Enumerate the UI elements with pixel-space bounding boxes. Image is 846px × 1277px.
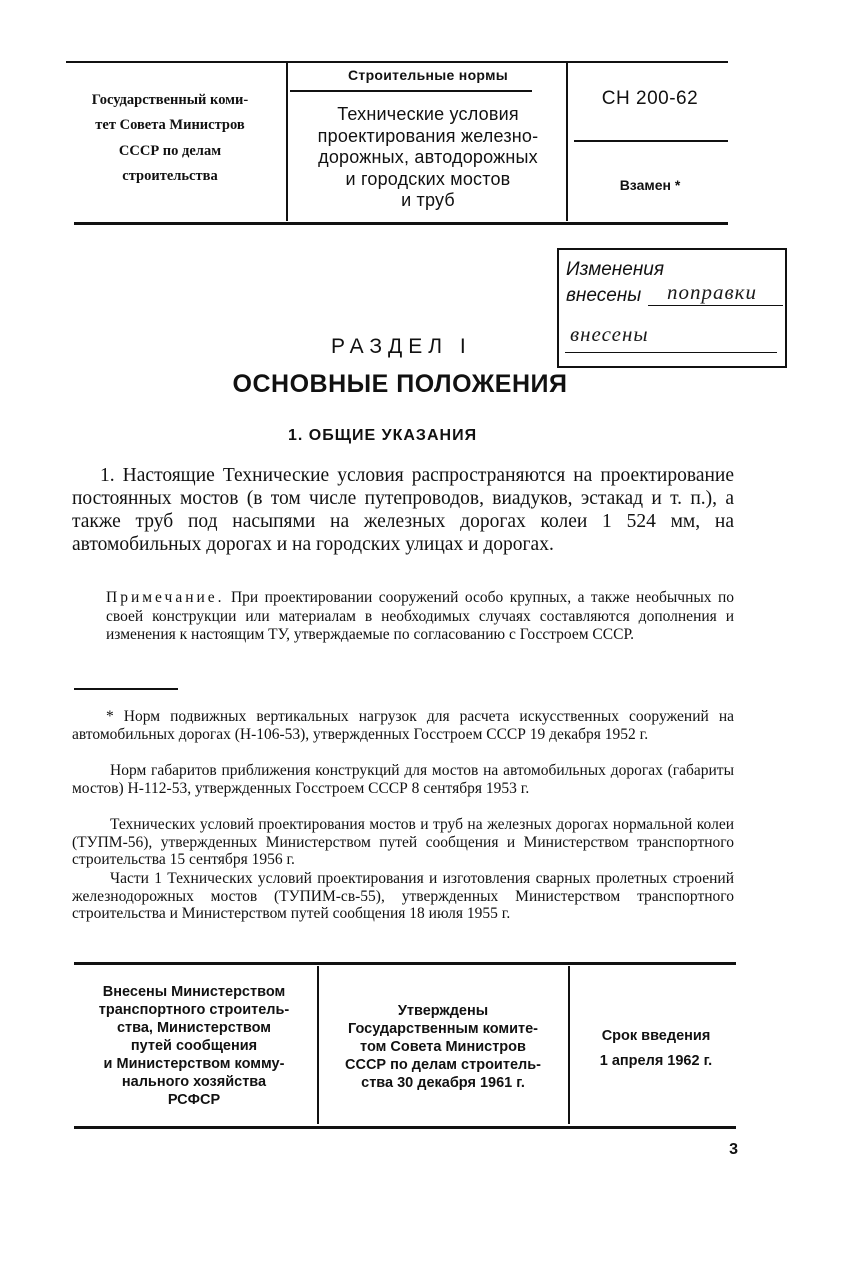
effective-label: Срок введения [601,1028,711,1044]
approved-by: Утверждены Государственным комите- том Совета Министров СССР по делам строитель- ства 30 декабря 1961 г. [345,1003,541,1091]
header-divider-left [286,63,288,221]
stamp-line-1: Изменения [566,259,664,280]
subsection-title: 1. ОБЩИЕ УКАЗАНИЯ [288,427,478,444]
page-number: 3 [729,1141,738,1158]
introduced-by: Внесены Министерством транспортного строитель- ства, Министерством путей сообщения и Министерством комму- нального хозяйства РСФСР [98,984,290,1108]
stamp-fill-line-2 [565,352,777,353]
bottom-table-divider-2 [568,966,570,1124]
stamp-line-2: внесены [566,285,642,306]
bottom-table-divider-1 [317,966,319,1124]
norms-label: Строительные нормы [348,67,508,83]
paragraph-1 [72,464,734,556]
section-title-text: ОСНОВНЫЕ ПОЛОЖЕНИЯ [232,370,568,398]
effective-date-cell [576,1024,736,1074]
paragraph-1-text: 1. Настоящие Технические условия распространяются на проектирование постоянных мостов (в том числе путепроводов, виадуков, эстакад и т. п.), а также труб под насыпями на железных дорогах колеи 1 524 мм, на автомобильных дорогах и на городских улицах и дорогах. [72,465,734,555]
stamp-fill-line-1 [648,305,783,306]
header-bottom-rule [74,222,728,225]
norms-underline [290,90,532,92]
note [106,589,734,645]
footnote-1: * Норм подвижных вертикальных нагрузок для расчета искусственных сооружений на автомобильных дорогах (Н-106-53), утвержденных Госстроем СССР 19 декабря 1952 г. [72,708,734,743]
document-title: Технические условия проектирования железно- дорожных, автодорожных и городских мостов и труб [317,104,539,211]
footnote-3: Технических условий проектирования мостов и труб на железных дорогах нормальной колеи (ТУПМ-56), утвержденных Министерством путей сообщения и Министерством транспортного строительства 15 сентября 1956 г. [72,816,734,868]
effective-date: 1 апреля 1962 г. [599,1053,713,1069]
header-divider-right [566,63,568,221]
bottom-table-top-rule [74,962,736,965]
stamp-handwritten-2: внесены [570,322,649,346]
footnote-rule [74,688,178,690]
bottom-table-bottom-rule [74,1126,736,1129]
footnote-2: Норм габаритов приближения конструкций для мостов на автомобильных дорогах (габариты мостов) Н-112-53, утвержденных Госстроем СССР 8 сентября 1953 г. [72,762,734,797]
code-underline [574,140,728,142]
note-text: При проектировании сооружений особо крупных, а также необычных по своей конструкции или материалам в необходимых случаях составляются дополнения и изменения к настоящим ТУ, утверждаемые по согласованию с Госстроем СССР. [106,589,734,643]
footnote-4: Части 1 Технических условий проектирования и изготовления сварных пролетных строений железнодорожных мостов (ТУПИМ-св-55), утвержденных Министерством транспортного строительства и Министерством путей сообщения 18 июля 1955 г. [72,870,734,922]
document-code: СН 200-62 [601,88,699,109]
note-label: Примечание. [106,589,225,606]
section-number: РАЗДЕЛ I [331,335,472,358]
section-title [0,372,800,397]
header-top-rule [66,61,728,63]
issuing-committee: Государственный коми- тет Совета Министров СССР по делам строительства [91,92,249,185]
replaces-label: Взамен * [619,177,681,193]
stamp-handwritten-1: поправки [667,280,757,304]
